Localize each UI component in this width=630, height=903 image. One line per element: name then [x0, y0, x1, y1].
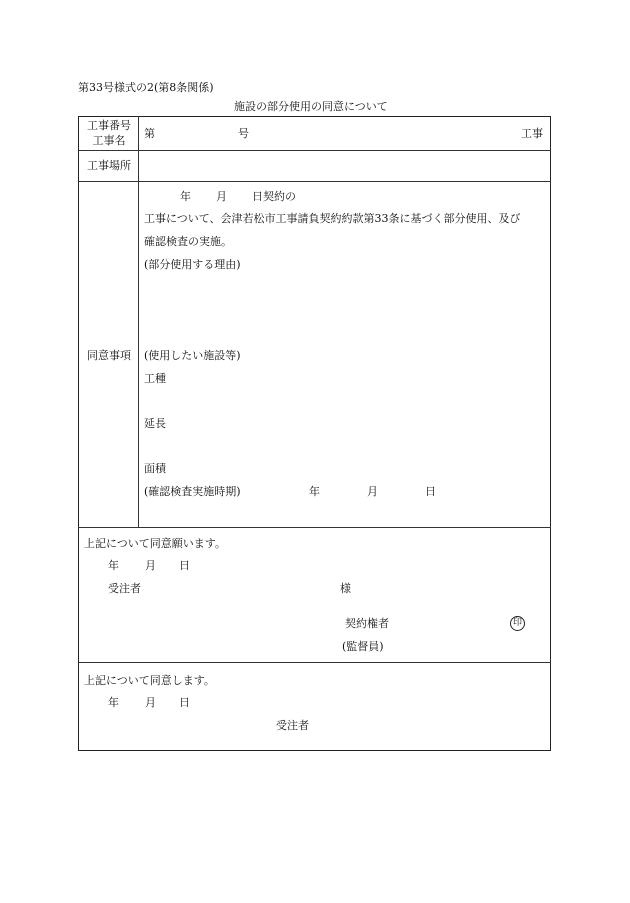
- koji-suffix-text: 工事: [521, 127, 543, 140]
- document-title: 施設の部分使用の同意について: [234, 100, 388, 113]
- request-honorific: 様: [340, 582, 351, 595]
- inspection-day: 日: [425, 485, 436, 498]
- partial-use-reason-label: (部分使用する理由): [144, 258, 241, 271]
- request-date-day: 日: [179, 559, 190, 572]
- request-date-year: 年: [108, 559, 119, 572]
- request-date-month: 月: [145, 559, 156, 572]
- koji-go-text: 号: [238, 127, 249, 140]
- koji-dai-text: 第: [144, 127, 155, 140]
- supervisor-label: (監督員): [342, 640, 384, 653]
- row-divider-2: [78, 181, 551, 182]
- contract-date-month: 月: [216, 190, 227, 203]
- inspection-month: 月: [367, 485, 378, 498]
- label-consent-items: 同意事項: [87, 349, 131, 362]
- label-koji-name: 工事名: [92, 134, 126, 147]
- consent-date-month: 月: [145, 696, 156, 709]
- contract-date-year: 年: [180, 190, 191, 203]
- consent-date-day: 日: [179, 696, 190, 709]
- row-divider-1: [78, 150, 551, 151]
- label-column-divider: [138, 116, 139, 527]
- label-koji-location: 工事場所: [87, 159, 131, 172]
- request-heading: 上記について同意願います。: [84, 537, 226, 550]
- seal-mark: 印: [510, 616, 525, 631]
- inspection-period-label: (確認検査実施時期): [144, 485, 241, 498]
- inspection-year: 年: [309, 485, 320, 498]
- consent-clause-line1: 工事について、会津若松市工事請負契約約款第33条に基づく部分使用、及び: [144, 212, 521, 225]
- form-code: 第33号様式の2(第8条関係): [78, 81, 214, 94]
- row-divider-4: [78, 662, 551, 663]
- contract-authority-label: 契約権者: [345, 617, 389, 630]
- work-type-label: 工種: [144, 372, 166, 385]
- row-divider-3: [78, 527, 551, 528]
- facility-label: (使用したい施設等): [144, 349, 241, 362]
- consent-clause-line2: 確認検査の実施。: [144, 235, 232, 248]
- contract-date-day: 日契約の: [252, 190, 296, 203]
- consent-heading: 上記について同意します。: [84, 674, 215, 687]
- consent-contractor-label: 受注者: [276, 719, 309, 732]
- label-koji-number: 工事番号: [87, 119, 131, 132]
- consent-date-year: 年: [108, 696, 119, 709]
- request-contractor-label: 受注者: [108, 582, 141, 595]
- extension-label: 延長: [144, 417, 166, 430]
- area-label: 面積: [144, 462, 166, 475]
